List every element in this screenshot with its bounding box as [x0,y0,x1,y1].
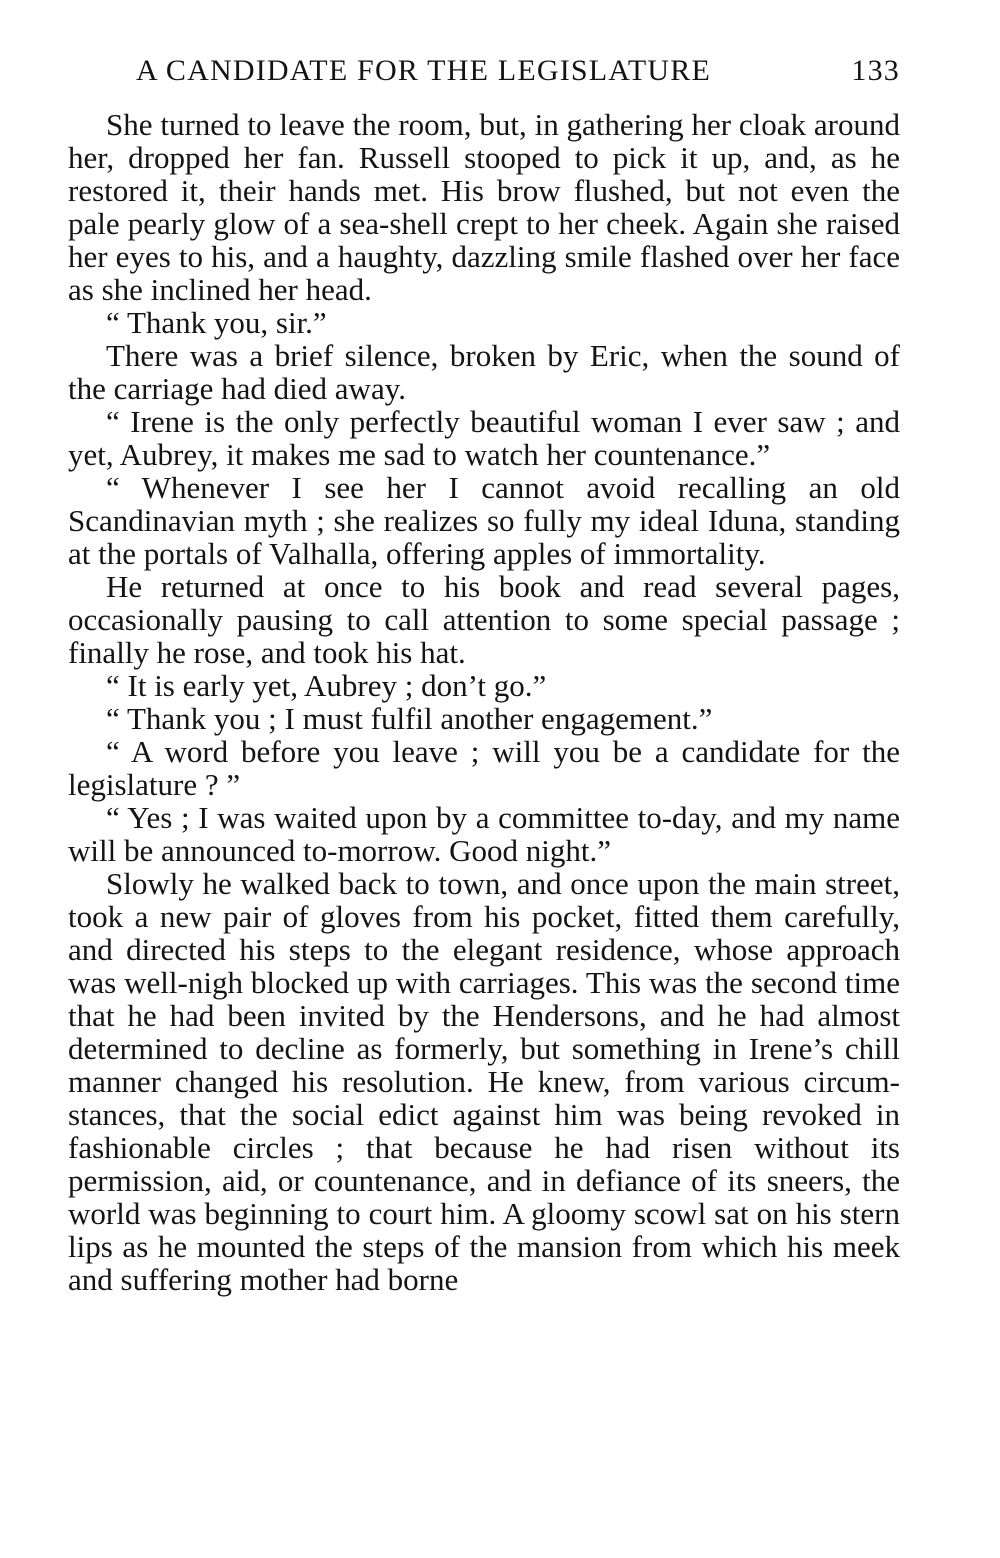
paragraph: She turned to leave the room, but, in gathering her cloak around her, dropped her fan. Russell stooped to pick it up, and, as he restored it, their hands met. His brow flushed, but not even the pale pearly glow of a sea-shell crept to her cheek. Again she raised her eyes to his, and a haughty, dazzling smile flashed over her face as she inclined her head. [68,107,900,307]
paragraph: He returned at once to his book and read several pages, occasionally pausing to call attention to some special passage ; finally he rose, and took his hat. [68,569,900,670]
running-head [68,50,900,92]
running-title: A CANDIDATE FOR THE LEGISLATURE [136,54,711,87]
paragraph: “ A word before you leave ; will you be a candidate for the legislature ? ” [68,734,900,802]
paragraph: Slowly he walked back to town, and once upon the main street, took a new pair of gloves from his pocket, fitted them carefully, and directed his steps to the elegant residence, whose approach was well-nigh blocked up with carriages. This was the second time that he had been invited by the Hendersons, and he had almost determined to decline as formerly, but something in Irene’s chill manner changed his resolution. He knew, from various circumstances, that the social edict against him was being revoked in fashionable circles ; that because he had risen without its permission, aid, or countenance, and in defiance of its sneers, the world was beginning to court him. A gloomy scowl sat on his stern lips as he mounted the steps of the mansion from which his meek and suffering mother had borne [68,866,900,1297]
paragraph: “ It is early yet, Aubrey ; don’t go.” [106,668,547,703]
book-page [68,50,900,1296]
paragraph: “ Thank you ; I must fulfil another engagement.” [106,701,713,736]
paragraph: “ Whenever I see her I cannot avoid recalling an old Scandinavian myth ; she realizes so fully my ideal Iduna, standing at the portals of Valhalla, offering apples of immortality. [68,470,900,571]
body-text [68,108,900,1296]
paragraph: “ Yes ; I was waited upon by a committee to-day, and my name will be announced to-morrow. Good night.” [68,800,900,868]
paragraph: “ Thank you, sir.” [106,305,327,340]
page-number: 133 [851,54,900,87]
paragraph: “ Irene is the only perfectly beautiful woman I ever saw ; and yet, Aubrey, it makes me sad to watch her countenance.” [68,404,900,472]
paragraph: There was a brief silence, broken by Eric, when the sound of the carriage had died away. [68,338,900,406]
